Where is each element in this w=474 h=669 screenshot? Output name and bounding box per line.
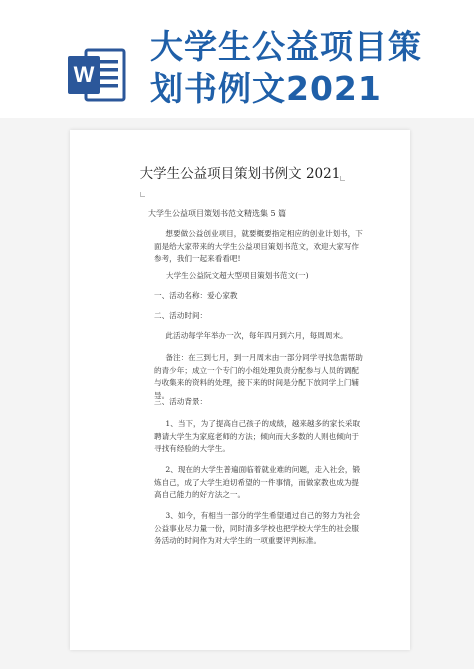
paragraph: 此活动每学年举办一次，每年四月到六月，每周周末。: [165, 331, 348, 340]
paragraph: 备注：在三到七月，到一月周末由一部分同学寻找急需帮助的青少年；成立一个专门的小组处理负责分配参与人员的调配与收集来的资料的处理，接下来的时间是分配下放同学上门辅导。: [154, 353, 363, 400]
header-banner: [0, 0, 474, 118]
header-title: [150, 26, 460, 110]
list-item: 三、活动背景：: [154, 397, 208, 406]
list-item: 二、活动时间：: [154, 311, 208, 320]
document-page[interactable]: [70, 130, 410, 650]
margin-mark: [140, 192, 145, 197]
header-title-line-1: 大学生公益项目策: [150, 27, 422, 66]
paragraph: 想要做公益创业项目，就要概要指定相应的创业计划书，下面是给大家带来的大学生公益项目策划书范文，欢迎大家写作参考，我们一起来看看吧!: [154, 229, 363, 263]
paragraph: 1、当下，为了提高自己孩子的成绩，越来越多的家长采取聘请大学生为家庭老师的方法；倾向而大多数的人则也倾向于寻找有经验的大学生。: [154, 419, 361, 453]
document-title: 大学生公益项目策划书例文 2021: [139, 166, 341, 182]
document-intro: 大学生公益项目策划书范文精选集 5 篇: [148, 209, 287, 218]
list-item: 一、活动名称：爱心家教: [154, 291, 238, 300]
section-heading: 大学生公益阮文超大型项目策划书范文(一): [166, 271, 309, 280]
header-title-line-2: 划书例文2021: [150, 69, 382, 108]
paragraph: 2、现在的大学生普遍面临着就业难的问题，走入社会，锻炼自己，成了大学生迫切希望的一件事情，而做家教也成为提高自己能力的好方法之一。: [154, 465, 361, 499]
paragraph: 3、如今，有相当一部分的学生希望通过自己的努力为社会公益事业尽力量一份，同时清多学校也把学校大学生的社会服务活动的时间作为对大学生的一项重要评判标准。: [154, 511, 361, 545]
word-document-icon: [66, 44, 128, 106]
svg-text:W: W: [73, 62, 95, 87]
